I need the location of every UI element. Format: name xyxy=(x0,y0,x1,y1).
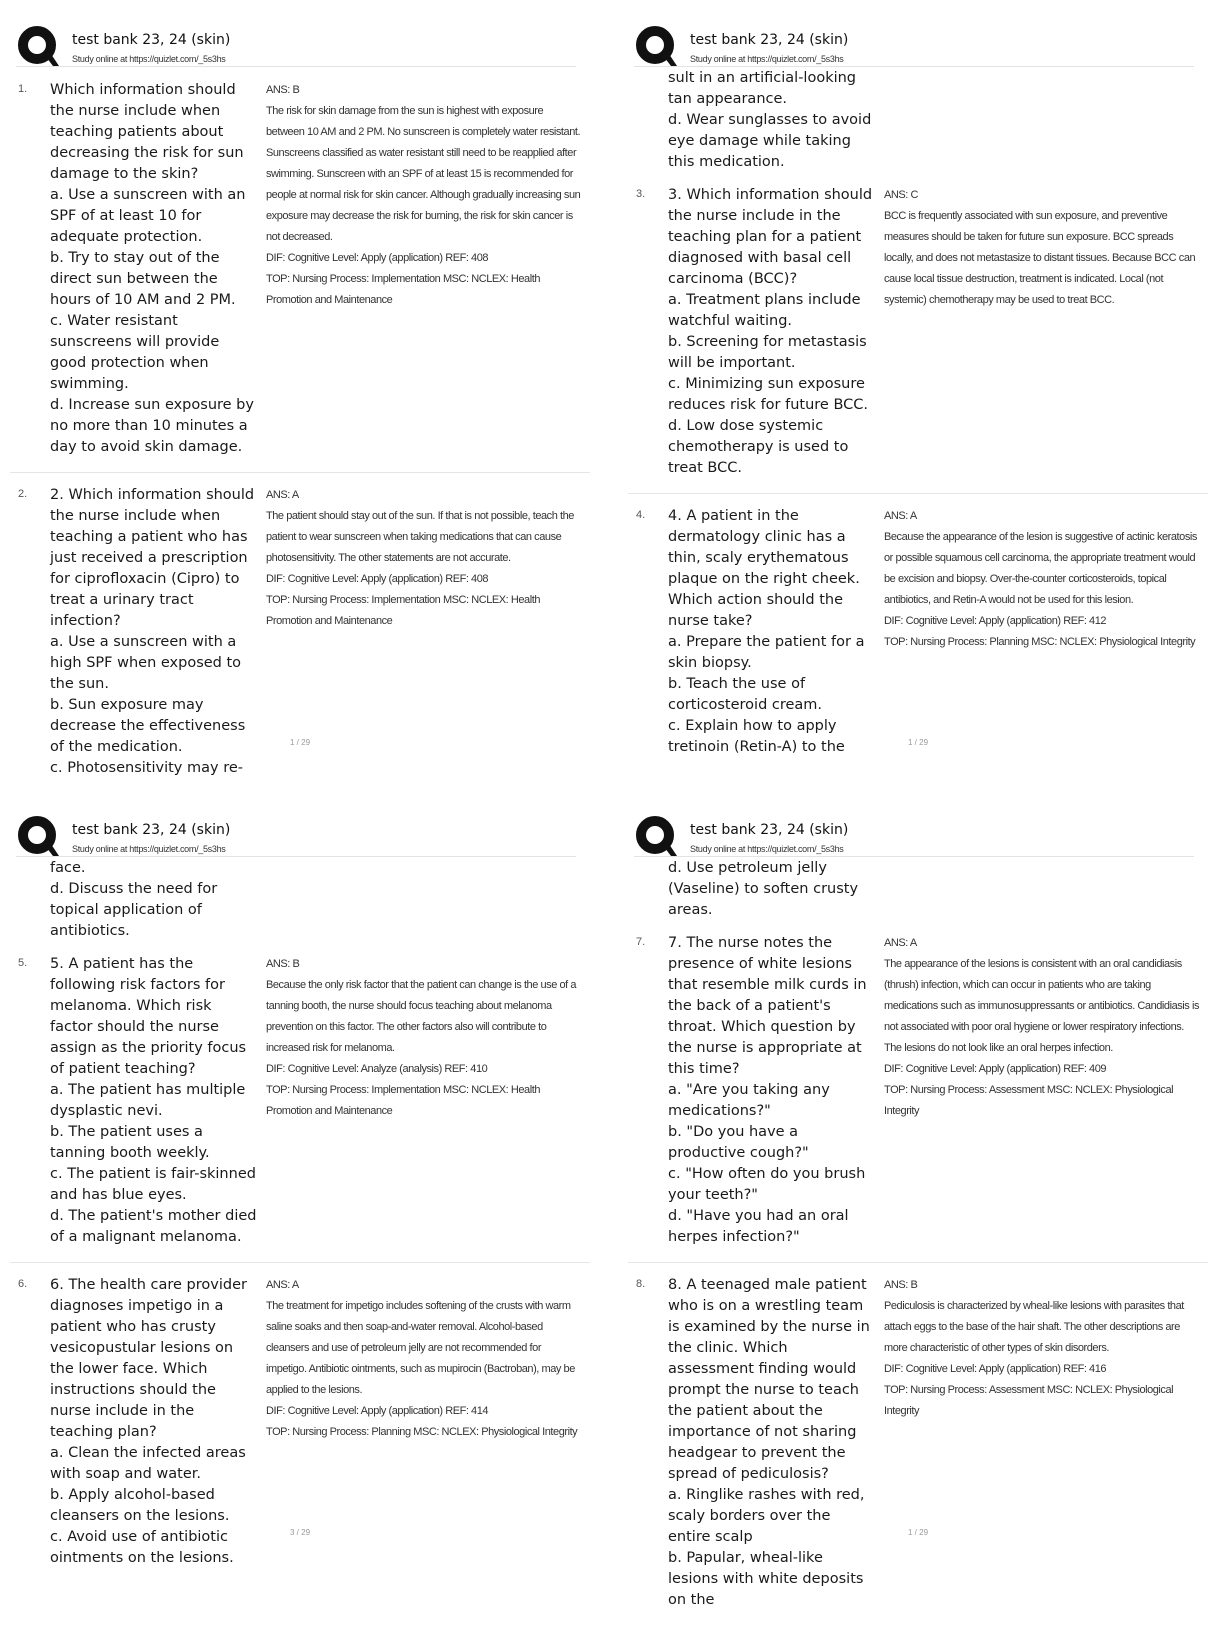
document-title: test bank 23, 24 (skin) xyxy=(690,32,849,48)
difficulty-ref: DIF: Cognitive Level: Apply (application) REF: 408 xyxy=(266,573,489,585)
difficulty-ref: DIF: Cognitive Level: Apply (application) REF: 412 xyxy=(884,615,1107,627)
question-number: 1. xyxy=(18,83,28,95)
continued-line: d. Wear sunglasses to avoid eye damage while taking this medication. xyxy=(668,112,872,170)
continued-line: d. Discuss the need for topical application of antibiotics. xyxy=(50,881,218,939)
answer-option: c. Minimizing sun exposure reduces risk for future BCC. xyxy=(668,376,869,413)
page-body xyxy=(10,858,590,1583)
answer-option: a. Prepare the patient for a skin biopsy. xyxy=(668,634,865,671)
continued-text xyxy=(628,858,873,921)
question-item xyxy=(10,942,590,1263)
answer-option: d. Increase sun exposure by no more than 10 minutes a day to avoid skin damage. xyxy=(50,397,254,455)
question-stem: 2. Which information should the nurse include when teaching a patient who has just received a prescription for ciprofloxacin (Cipro) to treat a urinary tract infection? xyxy=(50,487,255,629)
answer-option: b. Screening for metastasis will be important. xyxy=(668,334,867,371)
answer-option: d. The patient's mother died of a malignant melanoma. xyxy=(50,1208,257,1245)
question-stem: 5. A patient has the following risk factors for melanoma. Which risk factor should the nurse assign as the priority focus of patient teaching? xyxy=(50,956,247,1077)
answer-key: ANS: A xyxy=(884,937,917,949)
answer-option: a. Ringlike rashes with red, scaly borders over the entire scalp xyxy=(668,1487,865,1545)
answer-option: d. "Have you had an oral herpes infection?" xyxy=(668,1208,849,1245)
page-header xyxy=(634,808,1194,857)
question-number: 5. xyxy=(18,957,28,969)
question-number: 7. xyxy=(636,936,646,948)
question-number: 6. xyxy=(18,1278,28,1290)
question-text xyxy=(50,954,258,1248)
answer-option: c. Explain how to apply tretinoin (Retin-A) to the xyxy=(668,718,845,755)
continued-text xyxy=(628,68,873,173)
quizlet-logo-icon xyxy=(16,814,60,858)
difficulty-ref: DIF: Cognitive Level: Apply (application) REF: 408 xyxy=(266,252,489,264)
question-stem: 3. Which information should the nurse include in the teaching plan for a patient diagnosed with basal cell carcinoma (BCC)? xyxy=(668,187,873,287)
rationale-text: The risk for skin damage from the sun is highest with exposure between 10 AM and 2 PM. No sunscreen is completely water resistant. Sunscreens classified as water resistant still need to be reapplied after swimming. Sunscreen with an SPF of at least 15 is recommended for people at normal risk for skin cancer. Although gradually increasing sun exposure may decrease the risk for burning, the risk for skin cancer is not decreased. xyxy=(266,105,581,243)
answer-key: ANS: B xyxy=(266,84,300,96)
answer-option: a. Use a sunscreen with a high SPF when exposed to the sun. xyxy=(50,634,242,692)
rationale-text: BCC is frequently associated with sun exposure, and preventive measures should be taken for future sun exposure. BCC spreads locally, and does not metastasize to distant tissues. Because BCC can cause local tissue destruction, treatment is indicated. Local (not systemic) chemotherapy may be used to treat BCC. xyxy=(884,210,1196,306)
rationale-text: The appearance of the lesions is consistent with an oral candidiasis (thrush) infection, which can occur in patients who are taking medications such as immunosuppressants or antibiotics. Candidiasis is not associated with poor oral hygiene or lower respiratory infections. The lesions do not look like an oral herpes infection. xyxy=(884,958,1199,1054)
document-page xyxy=(628,800,1208,1608)
answer-explanation xyxy=(258,485,584,779)
page-body xyxy=(628,858,1208,1625)
answer-key: ANS: A xyxy=(884,510,917,522)
question-text xyxy=(668,506,876,758)
rationale-text: Pediculosis is characterized by wheal-like lesions with parasites that attach eggs to the base of the hair shaft. The other descriptions are more characteristic of other types of skin disorders. xyxy=(884,1300,1184,1354)
question-stem: 6. The health care provider diagnoses impetigo in a patient who has crusty vesicopustular lesions on the lower face. Which instructions should the nurse include in the teaching plan? xyxy=(50,1277,247,1440)
answer-explanation xyxy=(876,185,1202,479)
page-number: 1 / 29 xyxy=(908,1528,929,1537)
question-text xyxy=(668,185,876,479)
answer-option: b. Papular, wheal-like lesions with white deposits on the xyxy=(668,1550,864,1608)
answer-explanation xyxy=(258,80,584,458)
rationale-text: The patient should stay out of the sun. If that is not possible, teach the patient to wear sunscreen when taking medications that can cause photosensitivity. The other statements are not accurate. xyxy=(266,510,574,564)
topic-ref: TOP: Nursing Process: Assessment MSC: NCLEX: Physiological Integrity xyxy=(884,1084,1174,1117)
page-body xyxy=(10,68,590,793)
document-title: test bank 23, 24 (skin) xyxy=(72,32,231,48)
answer-option: c. Water resistant sunscreens will provide good protection when swimming. xyxy=(50,313,220,392)
quizlet-logo-icon xyxy=(634,814,678,858)
question-number: 3. xyxy=(636,188,646,200)
page-number: 3 / 29 xyxy=(290,1528,311,1537)
answer-option: a. "Are you taking any medications?" xyxy=(668,1082,830,1119)
question-item xyxy=(10,68,590,473)
answer-option: c. The patient is fair-skinned and has blue eyes. xyxy=(50,1166,256,1203)
answer-option: c. Photosensitivity may re- xyxy=(50,760,243,776)
answer-explanation xyxy=(876,1275,1202,1611)
page-header xyxy=(16,808,576,857)
answer-option: b. "Do you have a productive cough?" xyxy=(668,1124,809,1161)
topic-ref: TOP: Nursing Process: Implementation MSC: NCLEX: Health Promotion and Maintenance xyxy=(266,273,540,306)
quizlet-logo-icon xyxy=(16,24,60,68)
difficulty-ref: DIF: Cognitive Level: Apply (application) REF: 414 xyxy=(266,1405,489,1417)
topic-ref: TOP: Nursing Process: Planning MSC: NCLEX: Physiological Integrity xyxy=(884,636,1196,648)
question-text xyxy=(668,933,876,1248)
answer-explanation xyxy=(876,506,1202,758)
answer-option: b. Apply alcohol-based cleansers on the lesions. xyxy=(50,1487,230,1524)
page-number: 1 / 29 xyxy=(290,738,311,747)
question-item xyxy=(628,921,1208,1263)
page-number: 1 / 29 xyxy=(908,738,929,747)
answer-key: ANS: C xyxy=(884,189,918,201)
topic-ref: TOP: Nursing Process: Assessment MSC: NCLEX: Physiological Integrity xyxy=(884,1384,1174,1417)
study-online-link[interactable]: Study online at https://quizlet.com/_5s3hs xyxy=(72,54,226,64)
page-header xyxy=(634,18,1194,67)
study-online-link[interactable]: Study online at https://quizlet.com/_5s3hs xyxy=(690,54,844,64)
question-text xyxy=(668,1275,876,1611)
question-text xyxy=(50,80,258,458)
question-number: 4. xyxy=(636,509,646,521)
question-stem: Which information should the nurse include when teaching patients about decreasing the risk for sun damage to the skin? xyxy=(50,82,244,182)
answer-option: a. Clean the infected areas with soap and water. xyxy=(50,1445,246,1482)
answer-option: b. The patient uses a tanning booth weekly. xyxy=(50,1124,210,1161)
question-item xyxy=(628,173,1208,494)
topic-ref: TOP: Nursing Process: Implementation MSC: NCLEX: Health Promotion and Maintenance xyxy=(266,594,540,627)
answer-option: b. Teach the use of corticosteroid cream. xyxy=(668,676,823,713)
answer-key: ANS: B xyxy=(266,958,300,970)
continued-line: face. xyxy=(50,860,86,876)
answer-option: b. Sun exposure may decrease the effectiveness of the medication. xyxy=(50,697,246,755)
document-page xyxy=(10,10,590,782)
question-item xyxy=(628,1263,1208,1625)
topic-ref: TOP: Nursing Process: Implementation MSC: NCLEX: Health Promotion and Maintenance xyxy=(266,1084,540,1117)
answer-option: b. Try to stay out of the direct sun between the hours of 10 AM and 2 PM. xyxy=(50,250,236,308)
question-stem: 7. The nurse notes the presence of white lesions that resemble milk curds in the back of a patient's throat. Which question by the nurse is appropriate at this time? xyxy=(668,935,867,1077)
question-text xyxy=(50,1275,258,1569)
rationale-text: Because the only risk factor that the patient can change is the use of a tanning booth, the nurse should focus teaching about melanoma prevention on this factor. The other factors also will contribute to increased risk for melanoma. xyxy=(266,979,577,1054)
answer-explanation xyxy=(876,933,1202,1248)
answer-option: a. Use a sunscreen with an SPF of at least 10 for adequate protection. xyxy=(50,187,246,245)
study-online-link[interactable]: Study online at https://quizlet.com/_5s3hs xyxy=(690,844,844,854)
page-header xyxy=(16,18,576,67)
document-page xyxy=(628,10,1208,782)
answer-option: d. Low dose systemic chemotherapy is used to treat BCC. xyxy=(668,418,849,476)
page-body xyxy=(628,68,1208,772)
answer-option: c. "How often do you brush your teeth?" xyxy=(668,1166,866,1203)
question-stem: 4. A patient in the dermatology clinic has a thin, scaly erythematous plaque on the right cheek. Which action should the nurse take? xyxy=(668,508,860,629)
question-stem: 8. A teenaged male patient who is on a wrestling team is examined by the nurse in the clinic. Which assessment finding would prompt the nurse to teach the patient about the importance of not sharing headgear to prevent the spread of pediculosis? xyxy=(668,1277,870,1482)
difficulty-ref: DIF: Cognitive Level: Apply (application) REF: 416 xyxy=(884,1363,1107,1375)
answer-key: ANS: B xyxy=(884,1279,918,1291)
answer-option: c. Avoid use of antibiotic ointments on the lesions. xyxy=(50,1529,234,1566)
document-page xyxy=(10,800,590,1572)
study-online-link[interactable]: Study online at https://quizlet.com/_5s3hs xyxy=(72,844,226,854)
difficulty-ref: DIF: Cognitive Level: Apply (application) REF: 409 xyxy=(884,1063,1107,1075)
answer-explanation xyxy=(258,954,584,1248)
answer-key: ANS: A xyxy=(266,489,299,501)
question-number: 8. xyxy=(636,1278,646,1290)
continued-text xyxy=(10,858,255,942)
continued-line: sult in an artificial-looking tan appearance. xyxy=(668,70,857,107)
rationale-text: Because the appearance of the lesion is suggestive of actinic keratosis or possible squamous cell carcinoma, the appropriate treatment would be excision and biopsy. Over-the-counter corticosteroids, topical antibiotics, and Retin-A would not be used for this lesion. xyxy=(884,531,1197,606)
rationale-text: The treatment for impetigo includes softening of the crusts with warm saline soaks and then soap-and-water removal. Alcohol-based cleansers and use of petroleum jelly are not recommended for impetigo. Antibiotic ointments, such as mupirocin (Bactroban), may be applied to the lesions. xyxy=(266,1300,575,1396)
answer-option: a. Treatment plans include watchful waiting. xyxy=(668,292,861,329)
quizlet-logo-icon xyxy=(634,24,678,68)
answer-key: ANS: A xyxy=(266,1279,299,1291)
answer-explanation xyxy=(258,1275,584,1569)
difficulty-ref: DIF: Cognitive Level: Analyze (analysis) REF: 410 xyxy=(266,1063,488,1075)
answer-option: a. The patient has multiple dysplastic nevi. xyxy=(50,1082,246,1119)
continued-line: d. Use petroleum jelly (Vaseline) to soften crusty areas. xyxy=(668,860,859,918)
question-text xyxy=(50,485,258,779)
question-item xyxy=(628,494,1208,772)
topic-ref: TOP: Nursing Process: Planning MSC: NCLEX: Physiological Integrity xyxy=(266,1426,578,1438)
question-number: 2. xyxy=(18,488,28,500)
document-title: test bank 23, 24 (skin) xyxy=(690,822,849,838)
document-title: test bank 23, 24 (skin) xyxy=(72,822,231,838)
